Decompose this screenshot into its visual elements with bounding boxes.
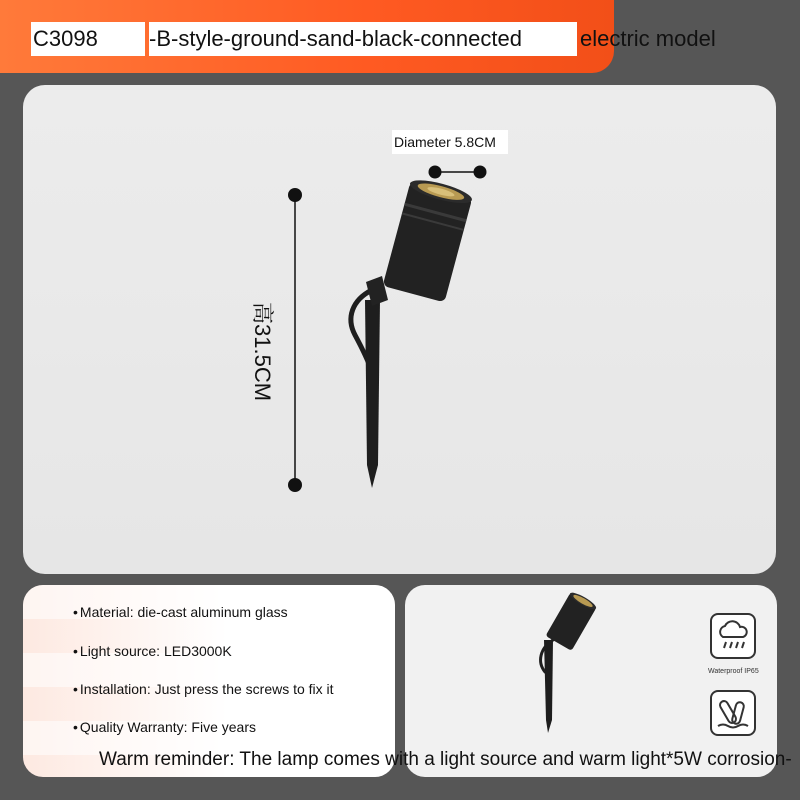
rain-cloud-icon [710,613,756,659]
main-image-panel [23,85,776,574]
product-model-suffix: electric model [580,26,716,51]
spec-text: Installation: Just press the screws to fix it [79,681,334,697]
test-tube-icon [710,690,756,736]
bullet: • [73,719,78,735]
spec-material [73,604,288,620]
height-label: 高31.5CM [250,302,275,402]
spec-installation [73,681,334,697]
spec-text: Light source: LED3000K [79,643,232,659]
spec-light-source [73,643,232,659]
waterproof-caption: Waterproof IP65 [708,668,759,675]
bullet: • [73,604,78,620]
warm-reminder-text: Warm reminder: The lamp comes with a light source and warm light*5W corrosion- [99,749,792,770]
product-name: -B-style-ground-sand-black-connected [149,22,577,56]
spec-warranty [73,719,256,735]
spec-text: Material: die-cast aluminum glass [79,604,288,620]
bullet: • [73,681,78,697]
product-code: C3098 [31,22,145,56]
bullet: • [73,643,78,659]
diameter-label: Diameter 5.8CM [392,130,508,154]
spec-text: Quality Warranty: Five years [79,719,256,735]
